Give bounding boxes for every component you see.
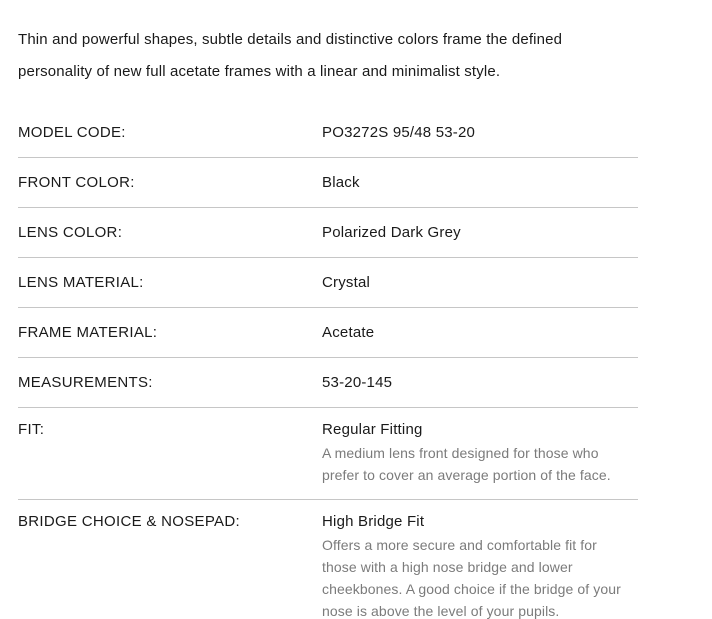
spec-row-model-code (18, 108, 638, 158)
spec-table (18, 108, 638, 619)
spec-value: 53-20-145 (322, 374, 393, 391)
spec-value-cell (322, 324, 638, 341)
spec-label: FRAME MATERIAL: (18, 324, 158, 341)
spec-value: Crystal (322, 274, 371, 291)
spec-value-cell (322, 124, 638, 141)
spec-value-cell (322, 274, 638, 291)
spec-row-front-color (18, 158, 638, 208)
spec-value-cell (322, 374, 638, 391)
intro-text: Thin and powerful shapes, subtle details and distinctive colors frame the defined personality of new full acetate frames with a linear and minimalist style. (18, 31, 563, 80)
spec-row-lens-color (18, 208, 638, 258)
spec-value: Acetate (322, 324, 375, 341)
spec-label: FIT: (18, 421, 45, 438)
spec-label: BRIDGE CHOICE & NOSEPAD: (18, 513, 240, 530)
spec-description: A medium lens front designed for those who prefer to cover an average portion of the face. (322, 445, 611, 483)
spec-value-cell (322, 419, 638, 486)
spec-row-fit (18, 408, 638, 500)
spec-label: MODEL CODE: (18, 124, 126, 141)
spec-row-lens-material (18, 258, 638, 308)
spec-label: MEASUREMENTS: (18, 374, 153, 391)
spec-value-cell (322, 174, 638, 191)
spec-value: PO3272S 95/48 53-20 (322, 124, 476, 141)
spec-value: High Bridge Fit (322, 513, 425, 530)
spec-label: LENS COLOR: (18, 224, 123, 241)
spec-value: Polarized Dark Grey (322, 224, 461, 241)
spec-row-frame-material (18, 308, 638, 358)
spec-description: Offers a more secure and comfortable fit for those with a high nose bridge and lower cheekbones. A good choice if the bridge of your nose is above the level of your pupils. (322, 537, 621, 619)
spec-value-cell (322, 511, 638, 619)
spec-row-bridge-choice (18, 500, 638, 619)
spec-value: Regular Fitting (322, 421, 423, 438)
spec-label: FRONT COLOR: (18, 174, 135, 191)
spec-value-cell (322, 224, 638, 241)
spec-row-measurements (18, 358, 638, 408)
spec-value: Black (322, 174, 360, 191)
spec-label: LENS MATERIAL: (18, 274, 144, 291)
